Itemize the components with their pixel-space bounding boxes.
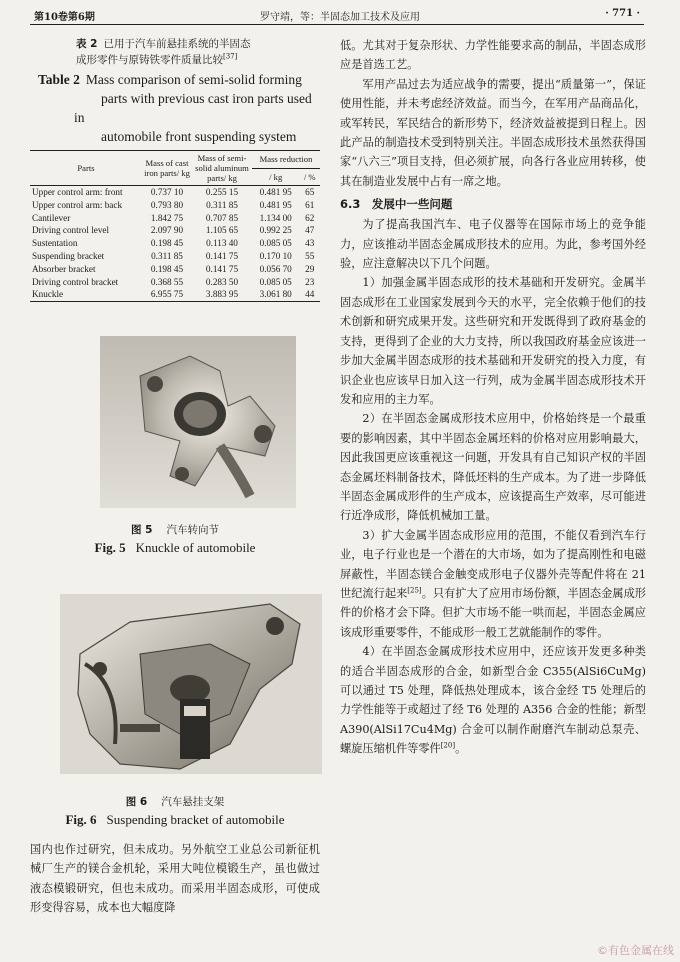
- cell-cast-iron: 0.737 10: [150, 187, 184, 197]
- cell-reduction-pct: 43: [305, 238, 315, 249]
- table2-caption-cn: 表 2 已用于汽车前悬挂系统的半固态 成形零件与原铸铁零件质量比较[37]: [76, 38, 251, 66]
- table2-label-cn: 表 2: [76, 38, 98, 50]
- header-rule: [30, 24, 644, 25]
- cell-part: Suspending bracket: [32, 250, 105, 261]
- cell-semi-solid: 0.141 75: [205, 250, 239, 261]
- suspending-bracket-photo: [60, 594, 322, 774]
- cell-semi-solid: 1.105 65: [205, 225, 239, 236]
- cell-semi-solid: 0.283 50: [205, 276, 239, 287]
- cell-reduction-pct: 61: [305, 199, 315, 210]
- cell-semi-solid: 0.707 85: [205, 212, 239, 223]
- cell-reduction-pct: 55: [305, 250, 315, 261]
- table2-ref: [37]: [223, 52, 238, 61]
- cell-cast-iron: 0.198 45: [150, 263, 184, 274]
- cell-reduction-kg: 0.481 95: [259, 187, 292, 197]
- cell-part: Upper control arm: front: [32, 187, 123, 197]
- cell-cast-iron: 0.311 85: [151, 250, 183, 261]
- fig6-caption-cn: 汽车悬挂支架: [161, 796, 225, 808]
- col-semi-solid: Mass of semi-solid aluminum parts/ kg: [192, 151, 252, 186]
- running-title: 罗守靖，等：半固态加工技术及应用: [260, 12, 420, 23]
- knuckle-photo: [100, 336, 296, 508]
- cell-reduction-kg: 1.134 00: [259, 212, 292, 223]
- fig5-caption-en: Knuckle of automobile: [135, 540, 256, 555]
- cell-semi-solid: 0.113 40: [206, 238, 238, 249]
- fig5-caption-cn: 汽车转向节: [166, 524, 219, 536]
- fig5-label-cn: 图 5: [131, 524, 153, 536]
- cell-cast-iron: 1.842 75: [150, 212, 184, 223]
- paragraph-5: 2）在半固态金属成形技术应用中，价格始终是一个最重要的影响因素，其中半固态金属坯料的价格对应用影响最大，因此我国更应该重视这一问题，开发具有自己知识产权的半固态金属坯料制备技术，降低坯料的生产成本。为了进一步降低半固态金属成形件的生产成本，应该提高生产效率，尽可能进行近净成形，降低机械加工量。: [340, 412, 646, 523]
- cell-reduction-kg: 0.992 25: [259, 225, 292, 236]
- paragraph-4: 1）加强金属半固态成形的技术基础和开发研究。金属半固态成形在工业国家发展到今天的水平，完全依赖于他们的技术创新和研究成果开发。这些研究和开发既得到了政府基金的支持，更得到了企业的大力支持，所以我国政府基金应该进一步加大金属半固态成形的技术基础和开发研究的投入力度，有识企业也应该早日加入这一行列，成为金属半固态成形技术开发和应用的主力军。: [340, 276, 646, 406]
- paragraph-2: 军用产品过去为适应战争的需要，提出“质量第一”，保证使用性能，并未考虑经济效益。而当今，在军用产品商品化，或军转民，军民结合的新形势下，经济效益被提到日程上。因此产品的制造技术受到特别关注。半固态成形技术虽然获得国家“八六三”项目支持，但必须扩展，向各行各业应用转移，使其在制造业发展中占有一席之地。: [340, 77, 646, 188]
- page-number: · 771 ·: [605, 8, 640, 19]
- watermark: ©有色金属在线: [597, 944, 674, 957]
- table-row: [30, 276, 320, 289]
- table-row: [30, 237, 320, 250]
- fig6-label-cn: 图 6: [125, 796, 148, 808]
- cell-cast-iron: 6.955 75: [142, 288, 192, 301]
- right-column: [340, 36, 646, 759]
- cell-part: Sustentation: [32, 238, 78, 249]
- cell-cast-iron: 0.793 80: [150, 199, 184, 210]
- cell-part: Driving control bracket: [32, 276, 119, 287]
- citation: [20]: [440, 741, 456, 750]
- section-heading: 6.3 发展中一些问题: [340, 197, 453, 212]
- table-row: [30, 212, 320, 225]
- col-cast-iron: Mass of cast iron parts/ kg: [142, 151, 192, 186]
- cell-part: Upper control arm: back: [32, 199, 123, 210]
- cell-semi-solid: 0.141 75: [205, 263, 239, 274]
- mass-comparison-table: [30, 150, 320, 302]
- cell-reduction-pct: 29: [305, 263, 315, 274]
- cell-reduction-pct: 47: [305, 225, 315, 236]
- left-body-text: [30, 840, 320, 918]
- paragraph-6: 3）扩大金属半固态成形应用的范围，不能仅看到汽车行业，电子行业也是一个潜在的大市场，如为了提高刚性和电磁屏蔽性，半固态镁合金触变成形电子仪器外壳等配件将在 21 世纪流行起来[25]。只有扩大了应用市场份额，半固态金属成形件的价格才会下降。但扩大市场不能一哄而起，半固态金属应该成形重要零件，不能成形一般工艺就能制作的零件。: [340, 528, 646, 639]
- cell-part: Absorber bracket: [32, 263, 96, 274]
- paragraph-1: 低。尤其对于复杂形状、力学性能要求高的制品，半固态成形应是首选工艺。: [340, 39, 646, 72]
- cell-reduction-kg: 0.085 05: [259, 276, 292, 287]
- fig6-label-en: Fig. 6: [65, 812, 97, 827]
- journal-issue: 第10卷第6期: [34, 12, 95, 23]
- cell-reduction-pct: 23: [305, 276, 315, 287]
- cell-cast-iron: 0.198 45: [150, 238, 184, 249]
- cell-reduction-kg: 0.481 95: [259, 199, 292, 210]
- col-parts: Parts: [30, 151, 142, 186]
- cell-part: Cantilever: [32, 212, 71, 223]
- cell-reduction-kg: 3.061 80: [252, 288, 299, 301]
- cell-reduction-kg: 0.056 70: [259, 263, 292, 274]
- table-row: [30, 288, 320, 301]
- table2-label-en: Table 2: [38, 72, 80, 87]
- col-mass-reduction: Mass reduction: [252, 151, 320, 169]
- cell-reduction-pct: 65: [305, 187, 315, 197]
- cell-part: Knuckle: [30, 288, 142, 301]
- table-row: [30, 224, 320, 237]
- table-row: [30, 186, 320, 199]
- citation: [25]: [407, 586, 422, 595]
- cell-reduction-kg: 0.085 05: [259, 238, 292, 249]
- cell-semi-solid: 0.255 15: [205, 187, 239, 197]
- cell-semi-solid: 0.311 85: [206, 199, 238, 210]
- fig6-caption: [30, 794, 320, 828]
- paragraph: 国内也作过研究，但未成功。另外航空工业总公司新征机械厂生产的镁合金机轮，采用大吨位模锻生产，虽也做过液态模锻研究，但也未成功。而采用半固态成形，可使成形变得容易，成本也大幅度降: [30, 843, 320, 915]
- paragraph-7: 4）在半固态金属成形技术应用中，还应该开发更多种类的适合半固态成形的合金，如新型合金 C355(AlSi6CuMg) 可以通过 T5 处理，降低热处理成本，该合金经 T5 处理后的力学性能等于或超过了经 T6 处理的 A356 合金的性能；新型 A390(AlSi17Cu4Mg) 合金可以制作耐磨汽车制动总泵壳、螺旋压缩机件等零件[20]。: [340, 645, 646, 756]
- col-reduction-pct: / %: [299, 168, 320, 186]
- table-row: [30, 250, 320, 263]
- col-reduction-kg: / kg: [252, 168, 299, 186]
- cell-semi-solid: 3.883 95: [192, 288, 252, 301]
- fig5-caption: [30, 522, 320, 556]
- cell-reduction-pct: 62: [305, 212, 315, 223]
- cell-cast-iron: 2.097 90: [150, 225, 184, 236]
- fig5-label-en: Fig. 5: [94, 540, 126, 555]
- table-row: [30, 199, 320, 212]
- paragraph-3: 为了提高我国汽车、电子仪器等在国际市场上的竞争能力，应该推动半固态金属成形技术的应用。为此，参考国外经验，应注意解决以下几个问题。: [340, 218, 646, 271]
- cell-reduction-pct: 44: [299, 288, 320, 301]
- cell-cast-iron: 0.368 55: [150, 276, 184, 287]
- cell-part: Driving control level: [32, 225, 110, 236]
- table2-caption-en: Table 2 Mass comparison of semi-solid forming parts with previous cast iron parts used in automobile front suspending system: [38, 72, 312, 144]
- cell-reduction-kg: 0.170 10: [259, 250, 292, 261]
- fig6-caption-en: Suspending bracket of automobile: [106, 812, 285, 827]
- left-column: [30, 36, 320, 915]
- running-header: [0, 0, 680, 24]
- table-row: [30, 263, 320, 276]
